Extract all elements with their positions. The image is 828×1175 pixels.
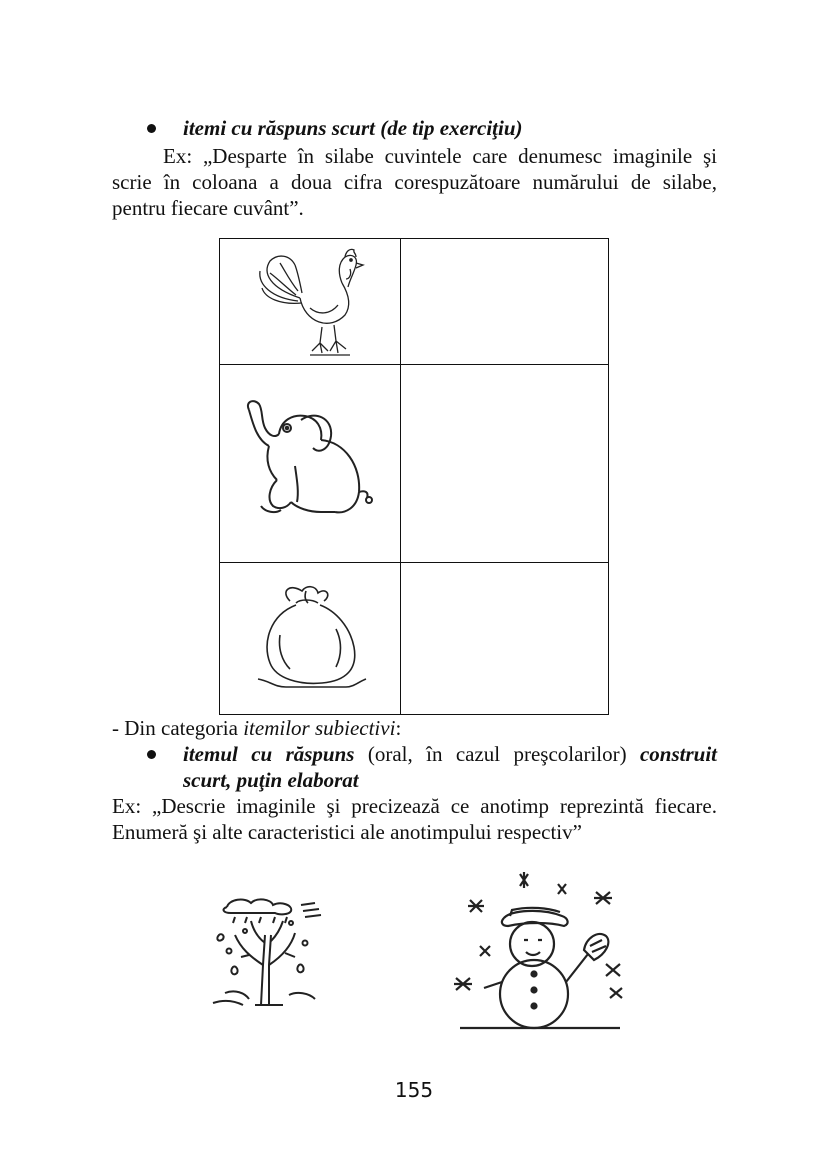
rooster-drawing [250,243,370,361]
table-row [220,365,609,563]
sack-cell [220,563,401,715]
page-number: 155 [394,1078,434,1102]
section1-example-line2: scrie în coloana a doua cifra corespuzătoare numărului de silabe, [112,170,717,194]
section2-heading-line2: scurt, puţin elaborat [183,768,359,792]
section2-heading-bold1: itemul cu răspuns [183,742,355,766]
autumn-tree-drawing [205,895,340,1015]
bullet-2 [147,750,156,759]
section2-example-line2: Enumeră şi alte caracteristici ale anotimpului respectiv” [112,820,582,844]
section2-intro-prefix: - Din categoria [112,716,244,740]
answer-cell[interactable] [400,563,608,715]
bullet-1 [147,124,156,133]
table-row [220,239,609,365]
answer-cell[interactable] [400,365,608,563]
section1-example-line3: pentru fiecare cuvânt”. [112,196,304,220]
section2-heading [183,741,717,767]
section2-intro-italic: itemilor subiectivi [243,716,396,740]
snowman-drawing [450,870,640,1035]
section1-heading: itemi cu răspuns scurt (de tip exerciţiu) [183,116,523,140]
section2-intro-suffix: : [395,716,402,740]
section1-example-line1: Ex: „Desparte în silabe cuvintele care denumesc imaginile şi [163,144,717,168]
sack-drawing [250,581,370,696]
answer-cell[interactable] [400,239,608,365]
section2-heading-bold2: construit [639,742,717,766]
table-row [220,563,609,715]
section2-heading-plain: (oral, în cazul preşcolarilor) [354,742,640,766]
syllable-table [219,238,609,715]
rooster-cell [220,239,401,365]
elephant-drawing [235,396,385,531]
section2-intro [112,715,401,741]
elephant-cell [220,365,401,563]
section2-example-line1: Ex: „Descrie imaginile şi precizează ce anotimp reprezintă fiecare. [112,794,717,818]
